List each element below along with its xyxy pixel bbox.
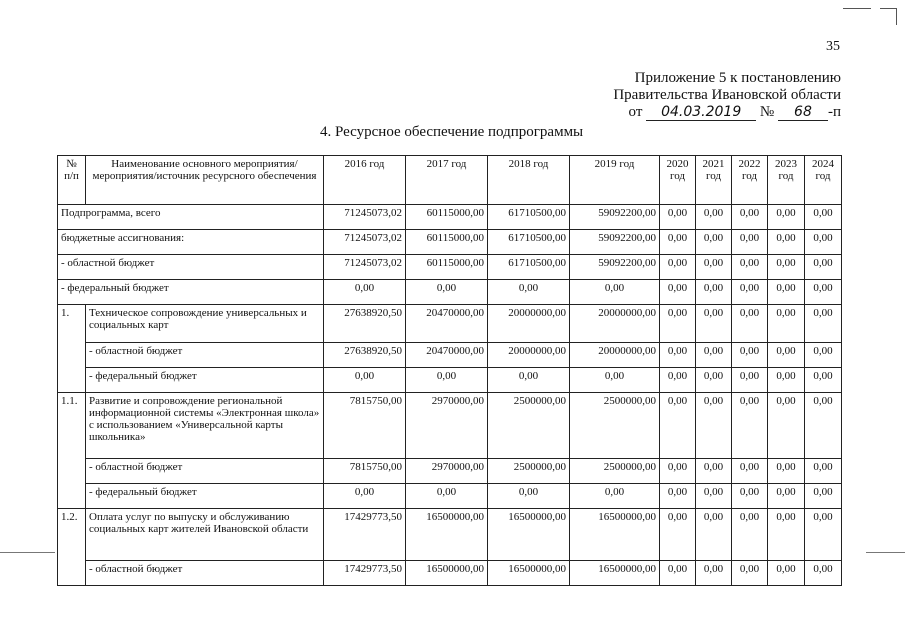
cell-value: 60115000,00 bbox=[406, 230, 488, 255]
cell-value: 0,00 bbox=[696, 255, 732, 280]
cell-value: 0,00 bbox=[696, 393, 732, 459]
cell-value: 0,00 bbox=[732, 368, 768, 393]
header-cell: 2024 год bbox=[805, 156, 842, 205]
appendix-line-2: Правительства Ивановской области bbox=[613, 87, 841, 103]
cell-value: 0,00 bbox=[660, 305, 696, 343]
cell-value: 0,00 bbox=[805, 368, 842, 393]
cell-value: 0,00 bbox=[805, 393, 842, 459]
cell-value: 0,00 bbox=[732, 393, 768, 459]
cell-value: 0,00 bbox=[805, 305, 842, 343]
table-row bbox=[58, 205, 842, 230]
decree-number: 68 bbox=[794, 104, 812, 120]
row-label: Подпрограмма, всего bbox=[58, 205, 324, 230]
row-label: Оплата услуг по выпуску и обслуживанию социальных карт жителей Ивановской области bbox=[86, 509, 324, 561]
cell-value: 71245073,02 bbox=[324, 230, 406, 255]
cell-value: 0,00 bbox=[732, 459, 768, 484]
cell-value: 0,00 bbox=[660, 561, 696, 586]
cell-value: 0,00 bbox=[732, 305, 768, 343]
cell-value: 0,00 bbox=[732, 484, 768, 509]
cell-value: 0,00 bbox=[805, 561, 842, 586]
cell-value: 0,00 bbox=[696, 343, 732, 368]
cell-value: 0,00 bbox=[805, 509, 842, 561]
cell-value: 0,00 bbox=[406, 484, 488, 509]
cell-value: 0,00 bbox=[768, 230, 805, 255]
cell-value: 0,00 bbox=[732, 509, 768, 561]
cell-value: 0,00 bbox=[660, 205, 696, 230]
cell-value: 2500000,00 bbox=[488, 393, 570, 459]
cell-value: 0,00 bbox=[732, 343, 768, 368]
item-number: 1.1. bbox=[58, 393, 86, 509]
page-number: 35 bbox=[826, 39, 840, 54]
row-label: - областной бюджет bbox=[86, 459, 324, 484]
cell-value: 0,00 bbox=[732, 255, 768, 280]
header-cell: Наименование основного мероприятия/мероприятия/источник ресурсного обеспечения bbox=[86, 156, 324, 205]
cell-value: 20000000,00 bbox=[488, 305, 570, 343]
cell-value: 0,00 bbox=[570, 368, 660, 393]
cell-value: 0,00 bbox=[696, 230, 732, 255]
header-cell: № п/п bbox=[58, 156, 86, 205]
table-row bbox=[58, 509, 842, 561]
cell-value: 0,00 bbox=[696, 305, 732, 343]
header-cell: 2020 год bbox=[660, 156, 696, 205]
cell-value: 0,00 bbox=[768, 305, 805, 343]
cell-value: 59092200,00 bbox=[570, 230, 660, 255]
row-label: - федеральный бюджет bbox=[58, 280, 324, 305]
cell-value: 60115000,00 bbox=[406, 255, 488, 280]
cell-value: 0,00 bbox=[732, 280, 768, 305]
table-row bbox=[58, 305, 842, 343]
cell-value: 0,00 bbox=[696, 280, 732, 305]
cell-value: 0,00 bbox=[768, 509, 805, 561]
cell-value: 7815750,00 bbox=[324, 459, 406, 484]
header-cell: 2021 год bbox=[696, 156, 732, 205]
cell-value: 0,00 bbox=[696, 205, 732, 230]
cell-value: 0,00 bbox=[570, 484, 660, 509]
cell-value: 0,00 bbox=[805, 280, 842, 305]
appendix-line-3 bbox=[613, 104, 841, 121]
cell-value: 0,00 bbox=[732, 561, 768, 586]
number-suffix: -п bbox=[827, 104, 841, 120]
cell-value: 0,00 bbox=[660, 393, 696, 459]
resource-table bbox=[57, 155, 842, 586]
cell-value: 0,00 bbox=[324, 280, 406, 305]
cell-value: 16500000,00 bbox=[406, 509, 488, 561]
cell-value: 2500000,00 bbox=[570, 393, 660, 459]
row-label: - федеральный бюджет bbox=[86, 368, 324, 393]
cell-value: 59092200,00 bbox=[570, 255, 660, 280]
table-row bbox=[58, 459, 842, 484]
cell-value: 0,00 bbox=[660, 255, 696, 280]
cell-value: 16500000,00 bbox=[488, 509, 570, 561]
appendix-header bbox=[613, 70, 841, 121]
cell-value: 0,00 bbox=[660, 343, 696, 368]
cell-value: 0,00 bbox=[660, 484, 696, 509]
scan-mark bbox=[843, 8, 871, 9]
cell-value: 0,00 bbox=[570, 280, 660, 305]
table-row bbox=[58, 230, 842, 255]
cell-value: 2500000,00 bbox=[488, 459, 570, 484]
cell-value: 2500000,00 bbox=[570, 459, 660, 484]
cell-value: 20000000,00 bbox=[488, 343, 570, 368]
cell-value: 0,00 bbox=[696, 509, 732, 561]
scan-artifact-line bbox=[866, 552, 905, 553]
cell-value: 0,00 bbox=[768, 343, 805, 368]
cell-value: 0,00 bbox=[696, 459, 732, 484]
table-row bbox=[58, 561, 842, 586]
cell-value: 0,00 bbox=[805, 205, 842, 230]
cell-value: 17429773,50 bbox=[324, 509, 406, 561]
cell-value: 0,00 bbox=[406, 280, 488, 305]
row-label: - федеральный бюджет bbox=[86, 484, 324, 509]
cell-value: 0,00 bbox=[805, 343, 842, 368]
number-label: № bbox=[759, 104, 775, 120]
cell-value: 0,00 bbox=[768, 280, 805, 305]
cell-value: 0,00 bbox=[768, 393, 805, 459]
cell-value: 2970000,00 bbox=[406, 393, 488, 459]
decree-date: 04.03.2019 bbox=[661, 104, 742, 120]
cell-value: 0,00 bbox=[805, 459, 842, 484]
cell-value: 16500000,00 bbox=[570, 561, 660, 586]
cell-value: 7815750,00 bbox=[324, 393, 406, 459]
cell-value: 0,00 bbox=[660, 368, 696, 393]
table-header-row bbox=[58, 156, 842, 205]
header-cell: 2022 год bbox=[732, 156, 768, 205]
cell-value: 20000000,00 bbox=[570, 305, 660, 343]
header-cell: 2019 год bbox=[570, 156, 660, 205]
cell-value: 0,00 bbox=[696, 561, 732, 586]
cell-value: 0,00 bbox=[660, 509, 696, 561]
cell-value: 17429773,50 bbox=[324, 561, 406, 586]
row-label: - областной бюджет bbox=[86, 343, 324, 368]
cell-value: 0,00 bbox=[805, 484, 842, 509]
item-number: 1.2. bbox=[58, 509, 86, 586]
header-cell: 2018 год bbox=[488, 156, 570, 205]
section-title: 4. Ресурсное обеспечение подпрограммы bbox=[320, 124, 584, 140]
cell-value: 0,00 bbox=[696, 484, 732, 509]
cell-value: 20470000,00 bbox=[406, 343, 488, 368]
cell-value: 0,00 bbox=[768, 255, 805, 280]
header-cell: 2023 год bbox=[768, 156, 805, 205]
cell-value: 60115000,00 bbox=[406, 205, 488, 230]
cell-value: 0,00 bbox=[696, 368, 732, 393]
cell-value: 0,00 bbox=[805, 230, 842, 255]
cell-value: 61710500,00 bbox=[488, 255, 570, 280]
cell-value: 20470000,00 bbox=[406, 305, 488, 343]
cell-value: 16500000,00 bbox=[570, 509, 660, 561]
appendix-line-1: Приложение 5 к постановлению bbox=[634, 70, 841, 86]
scan-corner-mark bbox=[880, 8, 897, 25]
cell-value: 0,00 bbox=[660, 280, 696, 305]
cell-value: 0,00 bbox=[768, 368, 805, 393]
table-row bbox=[58, 368, 842, 393]
cell-value: 0,00 bbox=[732, 230, 768, 255]
row-label: бюджетные ассигнования: bbox=[58, 230, 324, 255]
cell-value: 2970000,00 bbox=[406, 459, 488, 484]
row-label: - областной бюджет bbox=[58, 255, 324, 280]
table-row bbox=[58, 484, 842, 509]
cell-value: 0,00 bbox=[732, 205, 768, 230]
cell-value: 27638920,50 bbox=[324, 343, 406, 368]
table-row bbox=[58, 343, 842, 368]
cell-value: 0,00 bbox=[324, 484, 406, 509]
cell-value: 0,00 bbox=[488, 368, 570, 393]
header-cell: 2017 год bbox=[406, 156, 488, 205]
table-row bbox=[58, 280, 842, 305]
cell-value: 16500000,00 bbox=[406, 561, 488, 586]
cell-value: 61710500,00 bbox=[488, 205, 570, 230]
cell-value: 71245073,02 bbox=[324, 205, 406, 230]
row-label: - областной бюджет bbox=[86, 561, 324, 586]
cell-value: 0,00 bbox=[660, 230, 696, 255]
cell-value: 61710500,00 bbox=[488, 230, 570, 255]
from-label: от bbox=[628, 104, 643, 120]
cell-value: 0,00 bbox=[805, 255, 842, 280]
cell-value: 59092200,00 bbox=[570, 205, 660, 230]
cell-value: 0,00 bbox=[406, 368, 488, 393]
item-number: 1. bbox=[58, 305, 86, 393]
row-label: Техническое сопровождение универсальных и социальных карт bbox=[86, 305, 324, 343]
table-row bbox=[58, 255, 842, 280]
cell-value: 27638920,50 bbox=[324, 305, 406, 343]
cell-value: 0,00 bbox=[768, 561, 805, 586]
cell-value: 0,00 bbox=[324, 368, 406, 393]
cell-value: 71245073,02 bbox=[324, 255, 406, 280]
cell-value: 0,00 bbox=[768, 459, 805, 484]
cell-value: 0,00 bbox=[768, 484, 805, 509]
scan-artifact-line bbox=[0, 552, 55, 553]
cell-value: 20000000,00 bbox=[570, 343, 660, 368]
row-label: Развитие и сопровождение региональной информационной системы «Электронная школа» с использованием «Универсальной карты школьника» bbox=[86, 393, 324, 459]
cell-value: 16500000,00 bbox=[488, 561, 570, 586]
cell-value: 0,00 bbox=[488, 280, 570, 305]
header-cell: 2016 год bbox=[324, 156, 406, 205]
cell-value: 0,00 bbox=[660, 459, 696, 484]
cell-value: 0,00 bbox=[768, 205, 805, 230]
cell-value: 0,00 bbox=[488, 484, 570, 509]
table-row bbox=[58, 393, 842, 459]
